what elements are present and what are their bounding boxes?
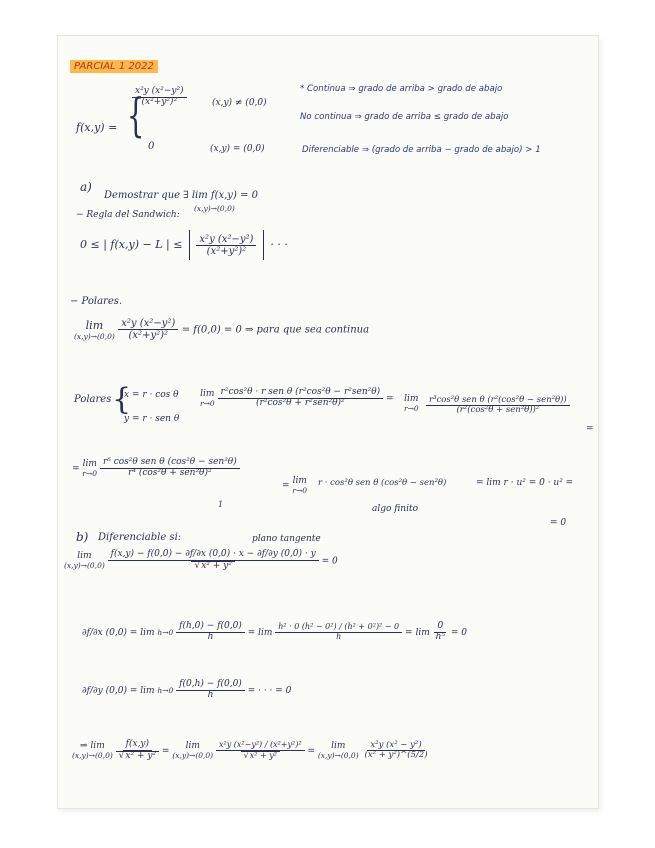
inequality-left: 0 ≤ | f(x,y) − L | ≤ <box>80 238 183 251</box>
lim-sub: (x,y)→(0,0) <box>72 751 113 761</box>
dfdy-denominator: h <box>207 689 214 700</box>
final-limit-row <box>72 740 431 762</box>
lim-sub: h→0 <box>157 627 174 637</box>
polar-limit-1 <box>200 388 394 409</box>
partial-y-row <box>82 680 291 701</box>
lim-word: lim <box>77 551 92 562</box>
polar-y: y = r · sen θ <box>124 414 180 424</box>
title-highlight: PARCIAL 1 2022 <box>70 60 158 73</box>
case2-condition: (x,y) = (0,0) <box>210 144 265 154</box>
equals: = <box>282 481 290 491</box>
polar-limit-4 <box>282 476 307 495</box>
final-denominator-1: √ x² + y² <box>116 751 159 762</box>
polar-x: x = r · cos θ <box>124 390 179 400</box>
inequality-numerator: x²y (x²−y²) <box>196 234 256 246</box>
inequality-denominator: (x²+y²)² <box>206 245 247 257</box>
equals: = <box>386 393 394 404</box>
sandwich-inequality <box>80 230 288 260</box>
dfdx-mid-numerator: h² · 0 (h² − 0²) / (h² + 0²)² − 0 <box>275 623 402 633</box>
polares-brace: { <box>112 382 132 417</box>
equals: = <box>247 627 256 638</box>
lim-word: lim <box>258 627 273 638</box>
partial-x-row <box>82 622 467 643</box>
abs-bar-left <box>189 230 190 260</box>
dfdx-end-denominator: h⁵ <box>435 631 446 642</box>
note-no-continua: No continua ⇒ grado de arriba ≤ grado de abajo <box>300 112 509 122</box>
row3-end: = lim r · u² = 0 · u² = <box>476 478 574 488</box>
row3-numerator: r⁵ cos²θ sen θ (cos²θ − sen²θ) <box>100 458 240 469</box>
dfdx-end-numerator: 0 <box>434 622 446 633</box>
part-a-statement-sub: (x,y)→(0,0) <box>194 204 235 213</box>
lim-sub: (x,y)→(0,0) <box>74 331 115 341</box>
polar-denominator-2: (r²(cos²θ + sen²θ))² <box>456 405 540 416</box>
final-denominator-2: √ x² + y² <box>241 751 280 761</box>
lim-sub: r→0 <box>404 404 419 413</box>
diff-rhs: = 0 <box>321 556 338 567</box>
lim-rhs: = f(0,0) = 0 ⇒ para que sea continua <box>181 324 370 336</box>
row3-middle: r · cos²θ sen θ (cos²θ − sen²θ) <box>318 478 447 488</box>
lim-numerator: x²y (x²−y²) <box>118 318 178 330</box>
dfdy-lhs: ∂f/∂y (0,0) = lim <box>82 685 155 696</box>
part-a-statement: Demostrar que ∃ lim f(x,y) = 0 <box>104 190 258 201</box>
part-a-label: a) <box>80 180 92 194</box>
lim-word: lim <box>331 741 346 752</box>
note-diferenciable: Diferenciable ⇒ (grado de arriba − grado de abajo) > 1 <box>302 145 541 155</box>
equals: = <box>72 463 80 474</box>
case1-expression <box>132 87 187 108</box>
polares-heading: − Polares. <box>70 296 123 307</box>
polar-numerator-2: r³cos²θ sen θ (r²(cos²θ − sen²θ)) <box>426 396 570 406</box>
dfdx-denominator: h <box>207 631 214 642</box>
polar-numerator-1: r²cos²θ · r sen θ (r²cos²θ − r²sen²θ) <box>218 388 384 399</box>
final-numerator-3: x²y (x² − y²) <box>367 741 424 751</box>
dfdx-lhs: ∂f/∂x (0,0) = lim <box>82 627 155 638</box>
lim-sub: (x,y)→(0,0) <box>172 751 214 761</box>
sandwich-rule: − Regla del Sandwich: <box>76 210 180 220</box>
inequality-tail: · · · <box>270 238 288 251</box>
left-brace: { <box>126 88 145 142</box>
differentiability-limit <box>64 550 338 572</box>
part-b-label: b) <box>76 530 89 544</box>
dfdx-numerator: f(h,0) − f(0,0) <box>176 622 245 633</box>
equals: = <box>161 746 170 757</box>
case1-numerator: x²y (x²−y²) <box>132 87 187 98</box>
equals: = <box>307 746 315 757</box>
lim-sub: (x,y)→(0,0) <box>64 561 105 571</box>
abs-bar-right <box>263 230 264 260</box>
lim-word: lim <box>185 741 200 752</box>
f-label: f(x,y) = <box>76 121 118 134</box>
tangent-plane-note: plano tangente <box>252 534 321 544</box>
lim-sub: r→0 <box>200 398 215 408</box>
diff-numerator: f(x,y) − f(0,0) − ∂f/∂x (0,0) · x − ∂f/∂y (0,0) · y <box>108 550 319 561</box>
lim-sub: (x,y)→(0,0) <box>317 751 359 761</box>
lim-word: lim <box>200 388 215 399</box>
continuity-limit <box>74 318 369 341</box>
final-numerator-1: f(x,y) <box>123 740 152 751</box>
page-title <box>70 54 158 73</box>
lim-word: lim <box>82 458 97 469</box>
case2-value: 0 <box>148 141 155 152</box>
final-arrow: ⇒ lim <box>80 741 105 752</box>
dfdy-end: = · · · = 0 <box>247 685 292 696</box>
final-numerator-2: x²y (x²−y²) / (x²+y²)² <box>216 741 305 751</box>
row3-zero: = 0 <box>550 518 567 528</box>
polar-fraction-2 <box>426 396 570 416</box>
equals: = <box>405 627 413 638</box>
polar-limit-3 <box>72 458 240 479</box>
lim-sub: r→0 <box>292 486 308 495</box>
row3-algo-finito: algo finito <box>372 504 418 514</box>
polares-label: Polares <box>74 394 112 405</box>
equals-trailing: = <box>586 424 594 434</box>
dfdx-mid-denominator: h <box>336 631 342 641</box>
lim-sub: h→0 <box>157 685 174 695</box>
lim-word: lim <box>415 627 430 638</box>
final-denominator-3: (x² + y²)^(5/2) <box>364 750 428 761</box>
lim-word: lim <box>292 476 307 486</box>
part-b-statement: Diferenciable si: <box>98 532 182 543</box>
polar-denominator-1: (r²cos²θ + r²sen²θ)² <box>256 397 345 408</box>
case1-denominator: (x²+y²)² <box>141 96 178 107</box>
note-continua: * Continua ⇒ grado de arriba > grado de abajo <box>300 84 503 94</box>
lim-denominator: (x²+y²)² <box>128 330 169 341</box>
diff-denominator: √ x² + y² <box>191 561 234 572</box>
lim-word: lim <box>85 318 104 332</box>
row3-denominator: r⁴ (cos²θ + sen²θ)² <box>128 467 212 478</box>
row3-one: 1 <box>218 500 224 509</box>
polar-limit-2 <box>404 394 419 413</box>
lim-sub: r→0 <box>82 468 98 478</box>
dfdy-numerator: f(0,h) − f(0,0) <box>176 680 245 691</box>
dfdx-result: = 0 <box>450 627 468 638</box>
lim-word: lim <box>404 394 419 404</box>
case1-condition: (x,y) ≠ (0,0) <box>212 98 267 108</box>
